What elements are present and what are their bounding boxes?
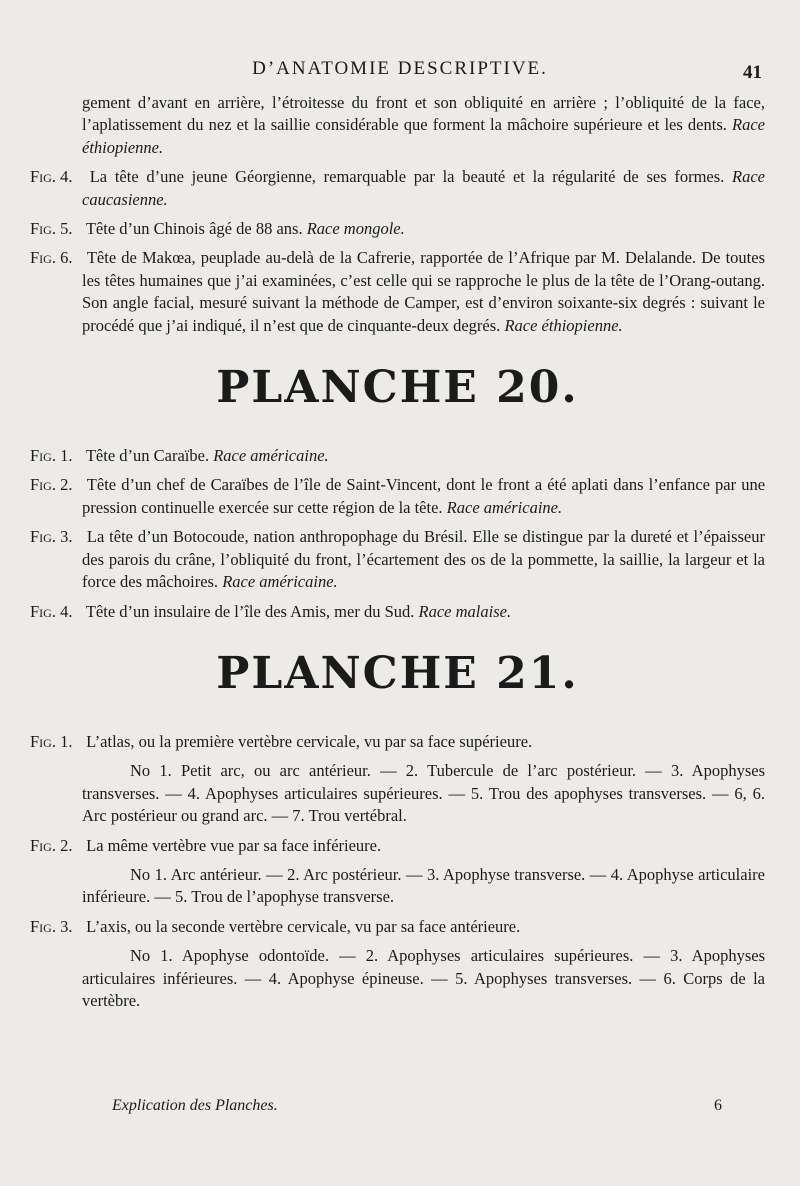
planche-heading: PLANCHE 21. xyxy=(216,647,579,699)
intro-race: Race éthiopienne. xyxy=(82,115,765,157)
intro-text: gement d’avant en arrière, l’étroitesse du front et son obliquité en arrière ; l’obliquité de la face, l’aplatissement du nez et la saillie considérable que forment la mâchoire supérieure et les dents. xyxy=(82,93,765,135)
fig-entry xyxy=(30,916,765,938)
fig-race: Race américaine. xyxy=(446,497,563,517)
fig-race: Race américaine. xyxy=(222,572,338,592)
fig-race: Race éthiopienne. xyxy=(504,315,623,335)
planche-heading: PLANCHE 20. xyxy=(216,362,579,414)
footer-sheet-number: 6 xyxy=(714,1097,722,1114)
fig-entry xyxy=(30,474,765,519)
fig-entry xyxy=(30,731,765,753)
page-footer xyxy=(112,1097,722,1115)
fig-entry xyxy=(30,247,765,337)
fig-label: Fig. 3. xyxy=(30,916,73,936)
footer-signature: Explication des Planches. xyxy=(112,1097,278,1114)
fig-label: Fig. 1. xyxy=(30,446,73,466)
fig-race: Race mongole. xyxy=(306,219,405,239)
fig-entry xyxy=(30,218,765,240)
fig-text: Tête d’un Chinois âgé de 88 ans. xyxy=(85,219,303,239)
fig-text: La même vertèbre vue par sa face inférieure. xyxy=(86,835,382,855)
fig-entry xyxy=(30,445,765,467)
fig-text: La tête d’une jeune Géorgienne, remarquable par la beauté et la régularité de ses formes. xyxy=(89,167,725,187)
fig-text: Tête de Makœa, peuplade au-delà de la Cafrerie, rapportée de l’Afrique par M. Delalande. De toutes les têtes humaines que j’ai examinées, c’est celle qui se rapproche le plus de la tête de l’Orang-outang. Son angle facial, mesuré suivant la méthode de Camper, est d’environ soixante-six degrés : suivant le procédé que j’ai indiqué, il n’est que de cinquante-deux degrés. xyxy=(82,248,765,335)
fig-text: L’atlas, ou la première vertèbre cervicale, vu par sa face supérieure. xyxy=(86,731,533,751)
fig-race: Race malaise. xyxy=(418,601,512,621)
fig-entry xyxy=(30,835,765,857)
fig-detail: No 1. Petit arc, ou arc antérieur. — 2. Tubercule de l’arc postérieur. — 3. Apophyses transverses. — 4. Apophyses articulaires supérieures. — 5. Trou des apophyses transverses. — 6, 6. Arc postérieur ou grand arc. — 7. Trou vertébral. xyxy=(82,761,765,826)
running-header: D’ANATOMIE DESCRIPTIVE. xyxy=(252,58,548,79)
fig-label: Fig. 5. xyxy=(30,219,73,239)
fig-text: La tête d’un Botocoude, nation anthropophage du Brésil. Elle se distingue par la dureté et l’épaisseur des parois du crâne, l’obliquité du front, l’écartement des os de la pommette, la saillie, la largeur et la force des mâchoires. xyxy=(82,527,766,592)
fig-detail: No 1. Arc antérieur. — 2. Arc postérieur. — 3. Apophyse transverse. — 4. Apophyse articulaire inférieure. — 5. Trou de l’apophyse transverse. xyxy=(82,864,765,907)
page-content xyxy=(30,92,765,1019)
fig-entry xyxy=(30,166,765,211)
fig-label: Fig. 3. xyxy=(30,527,73,547)
fig-text: Tête d’un insulaire de l’île des Amis, mer du Sud. xyxy=(85,601,415,621)
fig-label: Fig. 6. xyxy=(30,248,73,268)
fig-text: Tête d’un chef de Caraïbes de l’île de Saint-Vincent, dont le front a été aplati dans l’enfance par une pression continuelle exercée sur cette région de la tête. xyxy=(82,475,766,517)
intro-paragraph xyxy=(30,92,765,159)
fig-entry xyxy=(30,601,765,623)
fig-race: Race caucasienne. xyxy=(82,167,765,209)
fig-label: Fig. 1. xyxy=(30,731,73,751)
fig-entry xyxy=(30,526,765,593)
fig-label: Fig. 2. xyxy=(30,475,73,495)
fig-text: Tête d’un Caraïbe. xyxy=(85,446,210,466)
fig-label: Fig. 4. xyxy=(30,167,73,187)
fig-label: Fig. 2. xyxy=(30,835,73,855)
fig-race: Race américaine. xyxy=(213,446,329,466)
fig-detail: No 1. Apophyse odontoïde. — 2. Apophyses articulaires supérieures. — 3. Apophyses articulaires inférieures. — 4. Apophyse épineuse. — 5. Apophyses transverses. — 6. Corps de la vertèbre. xyxy=(82,946,765,1010)
page-number: 41 xyxy=(743,62,762,83)
fig-label: Fig. 4. xyxy=(30,601,73,621)
fig-text: L’axis, ou la seconde vertèbre cervicale, vu par sa face antérieure. xyxy=(86,916,521,936)
